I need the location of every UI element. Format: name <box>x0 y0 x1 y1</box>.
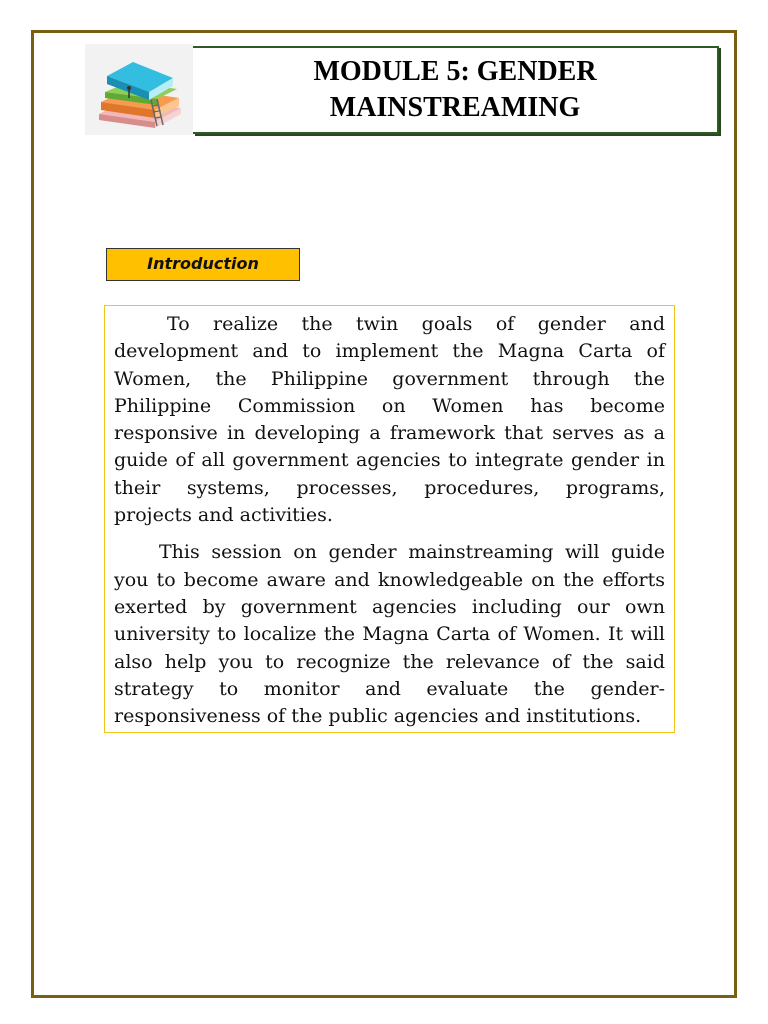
introduction-text-box <box>104 305 675 733</box>
paragraph-1: To realize the twin goals of gender and development and to implement the Magna Carta of Women, the Philippine government through the Philippine Commission on Women has become responsive in developing a framework that serves as a guide of all government agencies to integrate gender in their systems, processes, procedures, programs, projects and activities. <box>114 313 665 527</box>
introduction-tag: Introduction <box>106 248 300 281</box>
stack-of-books-icon <box>85 44 193 135</box>
page-title <box>313 54 596 126</box>
books-logo <box>85 44 193 135</box>
paragraph-2: This session on gender mainstreaming will guide you to become aware and knowledgeable on the efforts exerted by government agencies including our own university to localize the Magna Carta of Women. It will also help you to recognize the relevance of the said strategy to monitor and evaluate the gender-responsiveness of the public agencies and institutions. <box>114 541 665 728</box>
module-title-box <box>193 46 719 134</box>
title-line-2: MAINSTREAMING <box>329 92 581 123</box>
title-line-1: MODULE 5: GENDER <box>313 56 597 87</box>
